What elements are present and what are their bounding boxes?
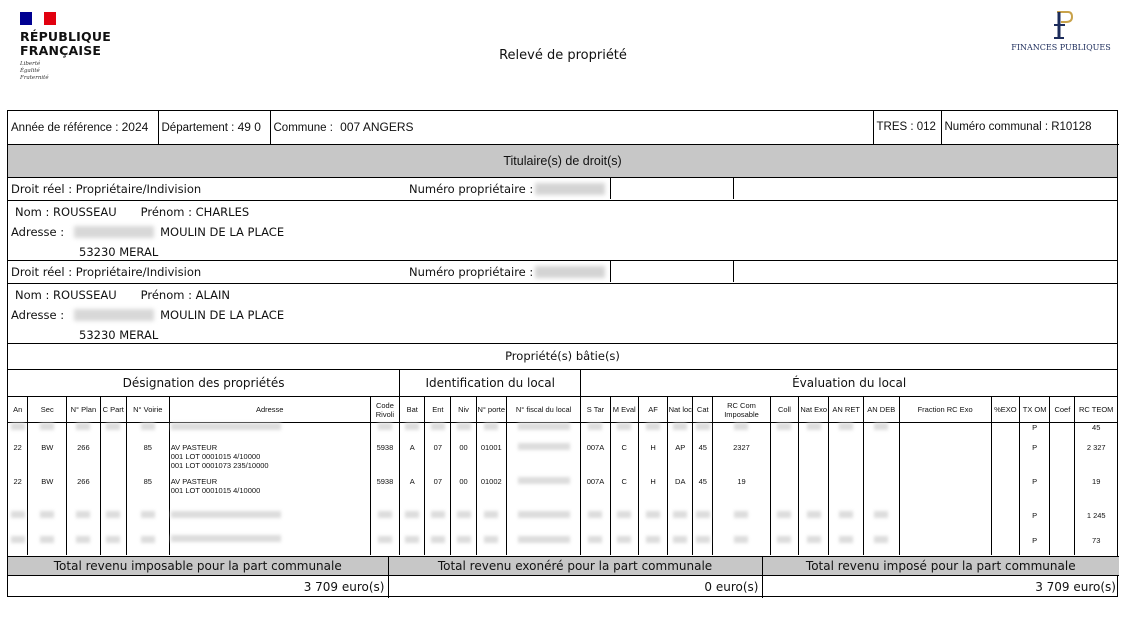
column-header: Sec — [28, 397, 67, 423]
cell-natexo — [799, 441, 829, 475]
cell-natexo — [799, 475, 829, 511]
page-title: Relevé de propriété — [499, 48, 627, 63]
cell-andeb — [863, 475, 899, 511]
column-header: Code Rivoli — [370, 397, 399, 423]
owner-1-droit-row — [8, 178, 1117, 201]
cell-ent — [425, 423, 451, 441]
cell-voirie — [126, 423, 169, 441]
annee-value: 2024 — [121, 120, 149, 135]
cell-cpart — [100, 511, 126, 533]
cell-coll — [770, 511, 798, 533]
cell-sec — [28, 423, 67, 441]
cell-natloc — [668, 511, 693, 533]
column-header: N° Voirie — [126, 397, 169, 423]
cell-cpart — [100, 441, 126, 475]
owner-1-numero — [408, 178, 610, 200]
cell-bat — [400, 533, 425, 555]
total-impose-value-cell — [762, 576, 1119, 598]
annee-label: Année de référence : — [11, 122, 119, 135]
rf-republique: RÉPUBLIQUE — [20, 29, 111, 44]
owner-2-street: MOULIN DE LA PLACE — [160, 307, 285, 322]
cell-bat: A — [400, 441, 425, 475]
cell-nfiscal — [506, 511, 580, 533]
owner-2-adresse-label: Adresse : — [11, 307, 65, 322]
departement-value: 49 0 — [237, 120, 261, 135]
cell-rivoli: 5938 — [370, 441, 399, 475]
column-header: %EXO — [991, 397, 1019, 423]
cell-rc — [713, 511, 771, 533]
cell-anret — [829, 511, 864, 533]
cell-adresse — [169, 511, 370, 533]
cell-star — [581, 533, 610, 555]
column-header: RC TEOM — [1075, 397, 1117, 423]
owner-2-city: 53230 MERAL — [79, 327, 159, 342]
cell-star: 007A — [581, 475, 610, 511]
cell-plan — [67, 423, 101, 441]
cell-af: H — [638, 475, 667, 511]
cell-rcteom: 73 — [1075, 533, 1117, 555]
cell-rivoli: 5938 — [370, 475, 399, 511]
cell-cat — [693, 533, 713, 555]
owner-2-droit-row — [8, 261, 1117, 284]
owner-1-prenom: Prénom : CHARLES — [140, 204, 250, 219]
cell-sec — [28, 533, 67, 555]
cell-bat — [400, 511, 425, 533]
column-header: AN DEB — [863, 397, 899, 423]
cell-coef — [1050, 511, 1075, 533]
cell-coll — [770, 475, 798, 511]
total-imposable-label: Total revenu imposable pour la part communale — [8, 557, 388, 576]
cell-meval — [610, 511, 638, 533]
departement-label: Département : — [161, 122, 235, 135]
motto-liberte: Liberté — [20, 61, 41, 67]
cell-txom: P — [1019, 533, 1049, 555]
column-header: M Eval — [610, 397, 638, 423]
titulaires-title: Titulaire(s) de droit(s) — [8, 145, 1117, 178]
cell-coef — [1050, 475, 1075, 511]
tres-cell: TRES : 012 — [873, 111, 941, 144]
table-row — [8, 533, 1117, 555]
cell-coll — [770, 533, 798, 555]
column-header: Ent — [425, 397, 451, 423]
cell-rcteom: 19 — [1075, 475, 1117, 511]
adresse-line: 001 LOT 0001015 4/10000 — [170, 451, 261, 461]
cell-af — [638, 423, 667, 441]
empty-cell — [610, 261, 734, 282]
cell-exo — [991, 533, 1019, 555]
column-header: Fraction RC Exo — [899, 397, 991, 423]
cell-fraction — [899, 475, 991, 511]
cell-af — [638, 511, 667, 533]
owner-1-droit: Droit réel : Propriétaire/Indivision — [11, 181, 202, 196]
cell-rcteom: 1 245 — [1075, 511, 1117, 533]
total-impose-unit: euro(s) — [1073, 579, 1116, 594]
owner-2-numero — [408, 261, 610, 283]
cell-adresse — [169, 533, 370, 555]
cell-niv — [451, 533, 476, 555]
cell-rc: 19 — [713, 475, 771, 511]
cell-porte — [476, 423, 506, 441]
cell-natexo — [799, 511, 829, 533]
cell-rc — [713, 533, 771, 555]
cell-porte — [476, 533, 506, 555]
cell-nfiscal — [506, 423, 580, 441]
cell-an — [8, 511, 28, 533]
column-header: S Tar — [581, 397, 610, 423]
commune-cell — [270, 111, 873, 144]
column-header: AF — [638, 397, 667, 423]
rf-motto — [20, 61, 111, 82]
annee-cell — [8, 111, 158, 144]
departement-cell — [158, 111, 270, 144]
total-imposable-unit: euro(s) — [341, 579, 385, 594]
owner-1-numero-label: Numéro propriétaire : — [409, 181, 534, 196]
cell-natloc: DA — [668, 475, 693, 511]
adresse-line: 001 LOT 0001073 235/10000 — [170, 460, 269, 470]
cell-coef — [1050, 441, 1075, 475]
column-header: C Part — [100, 397, 126, 423]
table-row — [8, 423, 1117, 441]
column-header: RC Com Imposable — [713, 397, 771, 423]
cell-adresse — [169, 423, 370, 441]
cell-coef — [1050, 533, 1075, 555]
cell-an — [8, 423, 28, 441]
cell-cpart — [100, 475, 126, 511]
owner-2-numero-label: Numéro propriétaire : — [409, 264, 534, 279]
cell-rc — [713, 423, 771, 441]
column-header: Niv — [451, 397, 476, 423]
cell-porte: 01002 — [476, 475, 506, 511]
proprietes-body — [8, 423, 1117, 555]
total-imposable-value-cell — [8, 576, 388, 598]
adresse-line: AV PASTEUR — [170, 476, 218, 486]
cell-star — [581, 511, 610, 533]
cell-coll — [770, 423, 798, 441]
proprietes-baties-title: Propriété(s) bâtie(s) — [8, 344, 1117, 370]
cell-sec — [28, 511, 67, 533]
cell-af — [638, 533, 667, 555]
fp-emblem-icon — [1048, 10, 1074, 40]
cell-natexo — [799, 423, 829, 441]
reference-table — [8, 111, 1119, 145]
cell-txom: P — [1019, 511, 1049, 533]
releve-frame — [7, 110, 1118, 597]
table-row — [8, 511, 1117, 533]
motto-fraternite: Fraternité — [20, 75, 49, 81]
cell-meval — [610, 423, 638, 441]
cell-cat: 45 — [693, 441, 713, 475]
cell-fraction — [899, 423, 991, 441]
owner-2-identity — [8, 284, 1117, 344]
group-designation: Désignation des propriétés — [8, 370, 400, 397]
column-header: AN RET — [829, 397, 864, 423]
adresse-line: 001 LOT 0001015 4/10000 — [170, 485, 261, 495]
cell-nfiscal — [506, 533, 580, 555]
adresse-line: AV PASTEUR — [170, 442, 218, 452]
cell-an: 22 — [8, 441, 28, 475]
cell-andeb — [863, 423, 899, 441]
group-evaluation: Évaluation du local — [581, 370, 1117, 397]
cell-nfiscal — [506, 475, 580, 511]
cell-txom: P — [1019, 423, 1049, 441]
column-header: N° Plan — [67, 397, 101, 423]
owner-2-prenom: Prénom : ALAIN — [140, 287, 231, 302]
empty-cell — [610, 178, 734, 199]
cell-andeb — [863, 511, 899, 533]
cell-fraction — [899, 533, 991, 555]
republique-francaise-logo — [20, 12, 111, 82]
cell-plan — [67, 533, 101, 555]
column-header: Nat Exo — [799, 397, 829, 423]
proprietes-table — [8, 370, 1117, 555]
commune-label: Commune : — [273, 122, 333, 135]
cell-anret — [829, 441, 864, 475]
cell-star: 007A — [581, 441, 610, 475]
cell-fraction — [899, 441, 991, 475]
cell-fraction — [899, 511, 991, 533]
cell-nfiscal — [506, 441, 580, 475]
cell-niv: 00 — [451, 441, 476, 475]
column-header: Adresse — [169, 397, 370, 423]
cell-niv: 00 — [451, 475, 476, 511]
cell-meval: C — [610, 475, 638, 511]
cell-natloc — [668, 423, 693, 441]
cell-rivoli — [370, 511, 399, 533]
cell-exo — [991, 423, 1019, 441]
cell-rcteom: 45 — [1075, 423, 1117, 441]
cell-porte: 01001 — [476, 441, 506, 475]
totals-block — [8, 556, 1119, 598]
cell-cat: 45 — [693, 475, 713, 511]
cell-af: H — [638, 441, 667, 475]
total-exonere-unit: euro(s) — [715, 579, 759, 594]
cell-plan — [67, 511, 101, 533]
cell-andeb — [863, 533, 899, 555]
cell-plan: 266 — [67, 475, 101, 511]
owner-1-street: MOULIN DE LA PLACE — [160, 224, 285, 239]
total-impose-label: Total revenu imposé pour la part communale — [762, 557, 1119, 576]
cell-natloc: AP — [668, 441, 693, 475]
owner-2-nom: Nom : ROUSSEAU — [15, 287, 117, 302]
cell-niv — [451, 423, 476, 441]
cell-anret — [829, 423, 864, 441]
cell-exo — [991, 511, 1019, 533]
cell-cat — [693, 511, 713, 533]
cell-rcteom: 2 327 — [1075, 441, 1117, 475]
cell-anret — [829, 533, 864, 555]
cell-rc: 2327 — [713, 441, 771, 475]
cell-voirie: 85 — [126, 441, 169, 475]
cell-ent: 07 — [425, 475, 451, 511]
column-header-row — [8, 397, 1117, 423]
numero-communal-cell: Numéro communal : R10128 — [941, 111, 1119, 144]
cell-niv — [451, 511, 476, 533]
cell-voirie — [126, 533, 169, 555]
cell-meval — [610, 533, 638, 555]
column-header: Coef — [1050, 397, 1075, 423]
motto-egalite: Égalité — [20, 68, 40, 74]
cell-rivoli — [370, 423, 399, 441]
cell-sec: BW — [28, 441, 67, 475]
total-imposable-value: 3 709 — [303, 579, 339, 594]
cell-star — [581, 423, 610, 441]
cell-txom: P — [1019, 441, 1049, 475]
cell-ent — [425, 511, 451, 533]
cell-adresse — [169, 475, 370, 511]
column-header: TX OM — [1019, 397, 1049, 423]
french-flag-icon — [20, 12, 56, 25]
cell-porte — [476, 511, 506, 533]
cell-anret — [829, 475, 864, 511]
table-row — [8, 441, 1117, 475]
cell-rivoli — [370, 533, 399, 555]
rf-francaise: FRANÇAISE — [20, 43, 102, 58]
commune-value: 007 ANGERS — [340, 120, 414, 135]
column-header: An — [8, 397, 28, 423]
owner-1-city: 53230 MERAL — [79, 244, 159, 259]
cell-an — [8, 533, 28, 555]
cell-txom: P — [1019, 475, 1049, 511]
cell-voirie — [126, 511, 169, 533]
table-row — [8, 475, 1117, 511]
cell-cat — [693, 423, 713, 441]
cell-coef — [1050, 423, 1075, 441]
total-exonere-label: Total revenu exonéré pour la part communale — [388, 557, 762, 576]
column-header: N° porte — [476, 397, 506, 423]
total-exonere-value: 0 — [704, 579, 713, 594]
total-impose-value: 3 709 — [1035, 579, 1070, 594]
cell-voirie: 85 — [126, 475, 169, 511]
owner-1-adresse-label: Adresse : — [11, 224, 65, 239]
cell-exo — [991, 441, 1019, 475]
cell-coll — [770, 441, 798, 475]
cell-meval: C — [610, 441, 638, 475]
column-header: N° fiscal du local — [506, 397, 580, 423]
fp-label: FINANCES PUBLIQUES — [1011, 43, 1111, 52]
total-exonere-value-cell — [388, 576, 762, 598]
owner-1-identity — [8, 201, 1117, 261]
empty-cell — [734, 178, 1117, 200]
cell-bat: A — [400, 475, 425, 511]
cell-natexo — [799, 533, 829, 555]
cell-bat — [400, 423, 425, 441]
owner-2-droit: Droit réel : Propriétaire/Indivision — [11, 264, 202, 279]
group-identification: Identification du local — [400, 370, 581, 397]
finances-publiques-logo — [1010, 10, 1112, 52]
cell-cpart — [100, 423, 126, 441]
cell-natloc — [668, 533, 693, 555]
cell-an: 22 — [8, 475, 28, 511]
cell-exo — [991, 475, 1019, 511]
cell-adresse — [169, 441, 370, 475]
cell-sec: BW — [28, 475, 67, 511]
cell-andeb — [863, 441, 899, 475]
cell-ent: 07 — [425, 441, 451, 475]
column-header: Bat — [400, 397, 425, 423]
owner-1-nom: Nom : ROUSSEAU — [15, 204, 117, 219]
empty-cell — [734, 261, 1117, 283]
column-header: Cat — [693, 397, 713, 423]
cell-cpart — [100, 533, 126, 555]
cell-ent — [425, 533, 451, 555]
cell-plan: 266 — [67, 441, 101, 475]
column-header: Nat loc — [668, 397, 693, 423]
column-header: Coll — [770, 397, 798, 423]
